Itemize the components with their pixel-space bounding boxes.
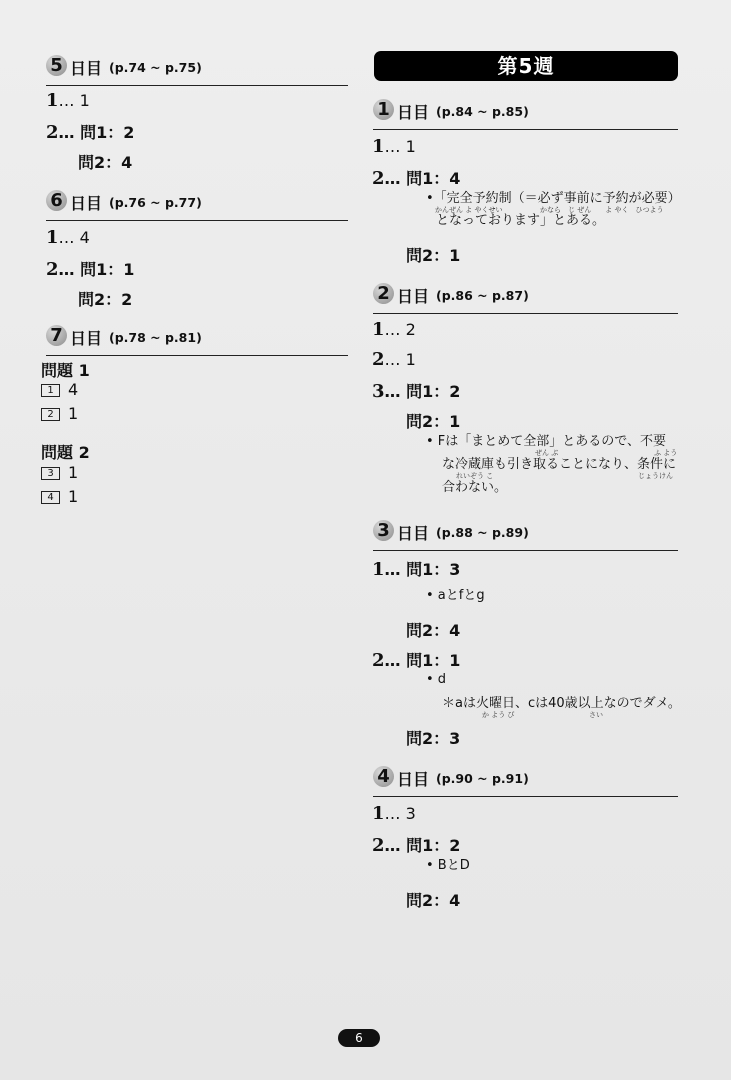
week-banner: 第5週 <box>374 51 678 81</box>
explanation-note: • d <box>426 672 447 687</box>
page-range: (p.88 ~ p.89) <box>436 525 529 540</box>
day-number-badge: 5 <box>46 55 67 76</box>
day-number-badge: 6 <box>46 190 67 211</box>
page-range: (p.90 ~ p.91) <box>436 771 529 786</box>
question-number: 1 <box>372 136 385 157</box>
answer-row <box>46 120 134 143</box>
question-number: 1 <box>46 227 59 248</box>
answer-row <box>41 380 78 399</box>
question-number: 2 <box>372 650 385 671</box>
answer-value: … 4 <box>58 228 90 247</box>
question-number: 1 <box>372 319 385 340</box>
explanation-note: ＊aは火曜日、cは40歳以上なのでダメ。 <box>442 696 681 711</box>
answer-row <box>41 404 78 423</box>
answer-row <box>372 319 416 340</box>
answer-value: … 問1：2 <box>384 382 461 401</box>
section-header-day3 <box>373 520 678 551</box>
problem-heading: 問題 1 <box>41 361 90 380</box>
section-header-day1 <box>373 99 678 130</box>
answer-value: … 3 <box>384 804 416 823</box>
answer-row-sub: 問2：1 <box>406 412 461 431</box>
answer-row <box>372 557 460 580</box>
section-header-day7 <box>46 325 348 356</box>
question-number: 2 <box>372 835 385 856</box>
answer-value: … 問1：2 <box>58 123 135 142</box>
section-header-day4 <box>373 766 678 797</box>
page-range: (p.78 ~ p.81) <box>109 330 202 345</box>
answer-row <box>372 833 460 856</box>
question-number: 1 <box>372 559 385 580</box>
answer-value: 1 <box>68 487 79 506</box>
page-range: (p.84 ~ p.85) <box>436 104 529 119</box>
answer-value: … 2 <box>384 320 416 339</box>
answer-row-sub: 問2：4 <box>406 891 461 910</box>
answer-row <box>46 227 90 248</box>
answer-row <box>41 487 78 506</box>
day-number-badge: 4 <box>373 766 394 787</box>
answer-row-sub: 問2：1 <box>406 246 461 265</box>
answer-row <box>372 379 460 402</box>
answer-row-sub: 問2：4 <box>406 621 461 640</box>
furigana: かんぜん よ やくせい <box>435 206 503 214</box>
answer-row-sub: 問2：4 <box>78 153 133 172</box>
page-range: (p.74 ~ p.75) <box>109 60 202 75</box>
answer-value: … 問1：2 <box>384 836 461 855</box>
problem-heading: 問題 2 <box>41 443 90 462</box>
boxed-number: 3 <box>41 467 60 480</box>
furigana: かなら じ ぜん よ やく ひつよう <box>540 206 664 214</box>
page-range: (p.86 ~ p.87) <box>436 288 529 303</box>
day-label: 日目 <box>70 59 103 78</box>
answer-row-sub: 問2：2 <box>78 290 133 309</box>
answer-value: … 1 <box>58 91 90 110</box>
furigana: ぜん ぶ <box>535 449 559 457</box>
answer-value: … 問1：1 <box>384 651 461 670</box>
explanation-note: • BとD <box>426 858 470 873</box>
day-label: 日目 <box>397 287 430 306</box>
answer-row <box>41 463 78 482</box>
answer-value: … 問1：4 <box>384 169 461 188</box>
answer-value: 1 <box>68 404 79 423</box>
question-number: 3 <box>372 381 385 402</box>
answer-value: … 問1：1 <box>58 260 135 279</box>
answer-row <box>46 90 90 111</box>
day-label: 日目 <box>397 103 430 122</box>
furigana: じょうけん <box>638 472 673 480</box>
boxed-number: 1 <box>41 384 60 397</box>
answer-value: 4 <box>68 380 79 399</box>
question-number: 2 <box>46 259 59 280</box>
day-label: 日目 <box>397 770 430 789</box>
day-number-badge: 7 <box>46 325 67 346</box>
boxed-number: 4 <box>41 491 60 504</box>
answer-row <box>372 803 416 824</box>
day-number-badge: 2 <box>373 283 394 304</box>
answer-row <box>372 166 460 189</box>
day-number-badge: 1 <box>373 99 394 120</box>
answer-row <box>46 257 134 280</box>
answer-row-sub: 問2：3 <box>406 729 461 748</box>
day-label: 日目 <box>70 194 103 213</box>
explanation-note: • aとfとg <box>426 588 485 603</box>
question-number: 1 <box>46 90 59 111</box>
question-number: 1 <box>372 803 385 824</box>
furigana: か よう び <box>482 711 515 719</box>
answer-row <box>372 648 460 671</box>
page-range: (p.76 ~ p.77) <box>109 195 202 210</box>
answer-row <box>372 136 416 157</box>
answer-value: … 問1：3 <box>384 560 461 579</box>
furigana: ふ よう <box>654 449 678 457</box>
page-number: 6 <box>338 1029 380 1047</box>
day-number-badge: 3 <box>373 520 394 541</box>
furigana: れいぞう こ <box>456 472 494 480</box>
section-header-day2 <box>373 283 678 314</box>
furigana: さい <box>589 711 603 719</box>
question-number: 2 <box>372 349 385 370</box>
section-header-day5 <box>46 55 348 86</box>
explanation-note: 合わない。 <box>442 480 508 495</box>
explanation-note: となっております」とある。 <box>436 213 606 228</box>
day-label: 日目 <box>397 524 430 543</box>
explanation-note: • Fは「まとめて全部」とあるので、不要 <box>426 434 667 449</box>
day-label: 日目 <box>70 329 103 348</box>
boxed-number: 2 <box>41 408 60 421</box>
explanation-note: •「完全予約制（＝必ず事前に予約が必要） <box>426 191 681 206</box>
explanation-note: な冷蔵庫も引き取ることになり、条件に <box>442 457 677 472</box>
section-header-day6 <box>46 190 348 221</box>
answer-value: … 1 <box>384 350 416 369</box>
question-number: 2 <box>372 168 385 189</box>
answer-value: … 1 <box>384 137 416 156</box>
answer-row <box>372 349 416 370</box>
question-number: 2 <box>46 122 59 143</box>
answer-value: 1 <box>68 463 79 482</box>
